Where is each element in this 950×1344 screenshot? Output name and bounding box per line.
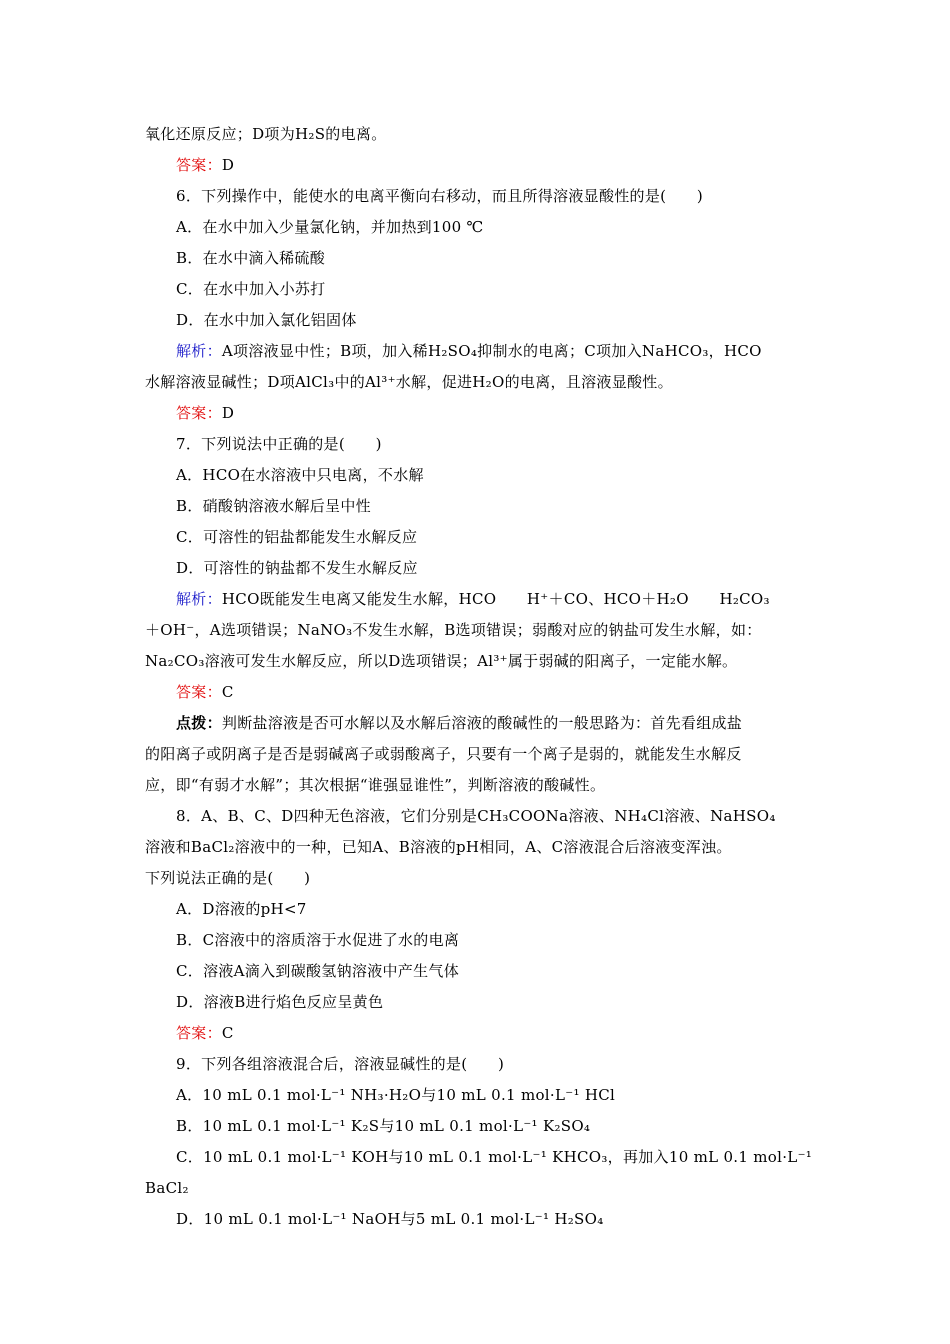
answer-line — [176, 1023, 810, 1043]
option-b: B．硝酸钠溶液水解后呈中性 — [176, 497, 371, 515]
text-line: 溶液和BaCl₂溶液中的一种，已知A、B溶液的pH相同，A、C溶液混合后溶液变浑浊。 — [145, 838, 732, 856]
analysis-line — [176, 341, 810, 361]
option-b: B．10 mL 0.1 mol·L⁻¹ K₂S与10 mL 0.1 mol·L⁻¹ K₂SO₄ — [176, 1117, 591, 1135]
option-c: C．10 mL 0.1 mol·L⁻¹ KOH与10 mL 0.1 mol·L⁻¹ KHCO₃，再加入10 mL 0.1 mol·L⁻¹ — [176, 1148, 813, 1166]
text-line: BaCl₂ — [145, 1179, 189, 1197]
text-line: 下列说法正确的是( ) — [145, 869, 311, 887]
option-d: D．在水中加入氯化铝固体 — [176, 311, 357, 329]
tip-line — [176, 713, 810, 733]
analysis-text: HCO既能发生电离又能发生水解，HCO H⁺＋CO、HCO＋H₂O H₂CO₃ — [221, 590, 770, 608]
analysis-line — [176, 589, 810, 609]
text-line: 应，即“有弱才水解”；其次根据“谁强显谁性”，判断溶液的酸碱性。 — [145, 776, 606, 794]
answer-label: 答案： — [176, 404, 222, 422]
answer-value: D — [221, 156, 235, 174]
option-d: D．10 mL 0.1 mol·L⁻¹ NaOH与5 mL 0.1 mol·L⁻¹ H₂SO₄ — [176, 1210, 604, 1228]
option-a: A．HCO在水溶液中只电离，不水解 — [176, 466, 424, 484]
option-c: C．可溶性的铝盐都能发生水解反应 — [176, 528, 418, 546]
answer-line — [176, 682, 810, 702]
analysis-label: 解析： — [176, 590, 222, 608]
tip-label: 点拨： — [176, 714, 222, 732]
text-line: ＋OH⁻，A选项错误；NaNO₃不发生水解，B选项错误；弱酸对应的钠盐可发生水解，如： — [145, 621, 762, 639]
answer-label: 答案： — [176, 683, 222, 701]
tip-text: 判断盐溶液是否可水解以及水解后溶液的酸碱性的一般思路为：首先看组成盐 — [221, 714, 743, 732]
option-a: A．D溶液的pH<7 — [176, 900, 307, 918]
option-d: D．可溶性的钠盐都不发生水解反应 — [176, 559, 418, 577]
answer-label: 答案： — [176, 1024, 222, 1042]
text-line: 氧化还原反应；D项为H₂S的电离。 — [145, 125, 387, 143]
analysis-text: A项溶液显中性；B项，加入稀H₂SO₄抑制水的电离；C项加入NaHCO₃，HCO — [221, 342, 762, 360]
answer-line — [176, 403, 810, 423]
question-9: 9．下列各组溶液混合后，溶液显碱性的是( ) — [176, 1055, 505, 1073]
option-c: C．在水中加入小苏打 — [176, 280, 326, 298]
answer-value: C — [221, 1024, 234, 1042]
answer-line — [176, 155, 810, 175]
question-8: 8．A、B、C、D四种无色溶液，它们分别是CH₃COONa溶液、NH₄Cl溶液、NaHSO₄ — [176, 807, 776, 825]
question-6: 6．下列操作中，能使水的电离平衡向右移动，而且所得溶液显酸性的是( ) — [176, 187, 704, 205]
text-line: 水解溶液显碱性；D项AlCl₃中的Al³⁺水解，促进H₂O的电离，且溶液显酸性。 — [145, 373, 673, 391]
analysis-label: 解析： — [176, 342, 222, 360]
option-c: C．溶液A滴入到碳酸氢钠溶液中产生气体 — [176, 962, 460, 980]
answer-value: C — [221, 683, 234, 701]
text-line: Na₂CO₃溶液可发生水解反应，所以D选项错误；Al³⁺属于弱碱的阳离子，一定能水解。 — [145, 652, 738, 670]
option-d: D．溶液B进行焰色反应呈黄色 — [176, 993, 384, 1011]
option-b: B．在水中滴入稀硫酸 — [176, 249, 326, 267]
option-a: A．10 mL 0.1 mol·L⁻¹ NH₃·H₂O与10 mL 0.1 mol·L⁻¹ HCl — [176, 1086, 616, 1104]
answer-value: D — [221, 404, 235, 422]
option-a: A．在水中加入少量氯化钠，并加热到100 ℃ — [176, 218, 484, 236]
option-b: B．C溶液中的溶质溶于水促进了水的电离 — [176, 931, 460, 949]
question-7: 7．下列说法中正确的是( ) — [176, 435, 382, 453]
text-line: 的阳离子或阴离子是否是弱碱离子或弱酸离子，只要有一个离子是弱的，就能发生水解反 — [145, 745, 742, 763]
answer-label: 答案： — [176, 156, 222, 174]
